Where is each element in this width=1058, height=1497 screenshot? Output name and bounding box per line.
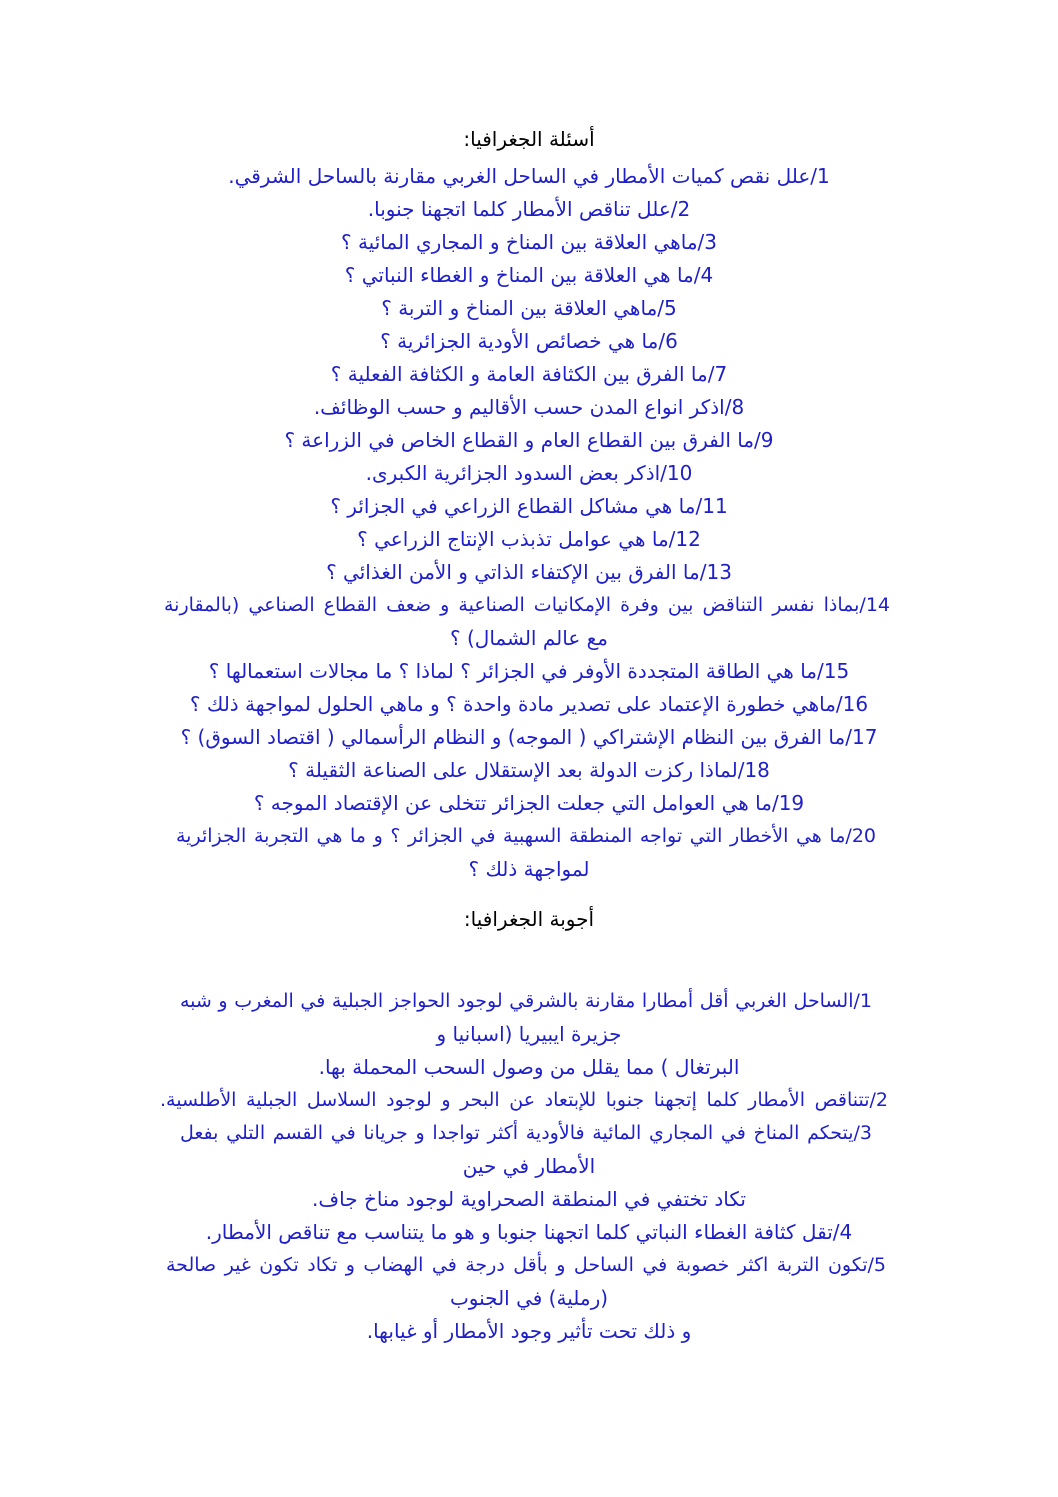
question-line: 1/علل نقص كميات الأمطار في الساحل الغربي مقارنة بالساحل الشرقي. — [228, 164, 830, 188]
answer-line: تكاد تختفي في المنطقة الصحراوية لوجود مناخ جاف. — [312, 1187, 746, 1211]
question-line: 5/ماهي العلاقة بين المناخ و التربة ؟ — [381, 296, 677, 320]
answer-line: 4/تقل كثافة الغطاء النباتي كلما اتجهنا جنوبا و هو ما يتناسب مع تناقص الأمطار. — [205, 1220, 853, 1244]
question-line: 3/ماهي العلاقة بين المناخ و المجاري المائية ؟ — [340, 230, 718, 254]
question-line: 16/ماهي خطورة الإعتماد على تصدير مادة واحدة ؟ و ماهي الحلول لمواجهة ذلك ؟ — [189, 692, 869, 716]
question-line: 10/اذكر بعض السدود الجزائرية الكبرى. — [365, 461, 693, 485]
question-line: 2/علل تناقص الأمطار كلما اتجهنا جنوبا. — [367, 197, 691, 221]
questions-title: أسئلة الجغرافيا: — [463, 127, 595, 151]
question-line: 7/ما الفرق بين الكثافة العامة و الكثافة الفعلية ؟ — [330, 362, 728, 386]
answer-line: 3/يتحكم المناخ في المجاري المائية فالأودية أكثر تواجدا و جريانا في القسم التلي بفعل — [180, 1122, 872, 1144]
question-line: 9/ما الفرق بين القطاع العام و القطاع الخاص في الزراعة ؟ — [284, 428, 774, 452]
question-line: 19/ما هي العوامل التي جعلت الجزائر تتخلى عن الإقتصاد الموجه ؟ — [253, 791, 805, 815]
question-line: 15/ما هي الطاقة المتجددة الأوفر في الجزائر ؟ لماذا ؟ ما مجالات استعمالها ؟ — [208, 659, 850, 683]
question-line: 14/بماذا نفسر التناقض بين وفرة الإمكانيات الصناعية و ضعف القطاع الصناعي (بالمقارنة — [164, 594, 890, 616]
answer-line: (رملية) في الجنوب — [449, 1286, 609, 1310]
question-line: 8/اذكر انواع المدن حسب الأقاليم و حسب الوظائف. — [313, 395, 745, 419]
answer-line: 1/الساحل الغربي أقل أمطارا مقارنة بالشرقي لوجود الحواجز الجبلية في المغرب و شبه — [180, 990, 872, 1012]
question-line: 18/لماذا ركزت الدولة بعد الإستقلال على الصناعة الثقيلة ؟ — [288, 758, 770, 782]
question-line: 17/ما الفرق بين النظام الإشتراكي ( الموجه) و النظام الرأسمالي ( اقتصاد السوق) ؟ — [180, 725, 878, 749]
question-line: مع عالم الشمال) ؟ — [450, 626, 608, 650]
answer-line: 5/تكون التربة اكثر خصوبة في الساحل و بأقل درجة في الهضاب و تكاد تكون غير صالحة — [166, 1254, 886, 1276]
question-line: 12/ما هي عوامل تذبذب الإنتاج الزراعي ؟ — [357, 527, 701, 551]
answers-title: أجوبة الجغرافيا: — [463, 907, 595, 931]
question-line: 11/ما هي مشاكل القطاع الزراعي في الجزائر ؟ — [330, 494, 728, 518]
answer-line: البرتغال ) مما يقلل من وصول السحب المحملة بها. — [318, 1055, 740, 1079]
question-line: 6/ما هي خصائص الأودية الجزائرية ؟ — [380, 329, 678, 353]
answer-line: جزيرة ايبيريا (اسبانيا و — [436, 1022, 622, 1046]
answer-line: و ذلك تحت تأثير وجود الأمطار أو غيابها. — [366, 1319, 692, 1343]
question-line: لمواجهة ذلك ؟ — [468, 857, 590, 881]
question-line: 20/ما هي الأخطار التي تواجه المنطقة السهبية في الجزائر ؟ و ما هي التجربة الجزائرية — [176, 825, 876, 847]
answer-line: 2/تتناقص الأمطار كلما إتجهنا جنوبا للإبتعاد عن البحر و لوجود السلاسل الجبلية الأطلسية. — [160, 1089, 888, 1111]
question-line: 4/ما هي العلاقة بين المناخ و الغطاء النباتي ؟ — [344, 263, 714, 287]
answer-line: الأمطار في حين — [462, 1154, 596, 1178]
question-line: 13/ما الفرق بين الإكتفاء الذاتي و الأمن الغذائي ؟ — [326, 560, 732, 584]
